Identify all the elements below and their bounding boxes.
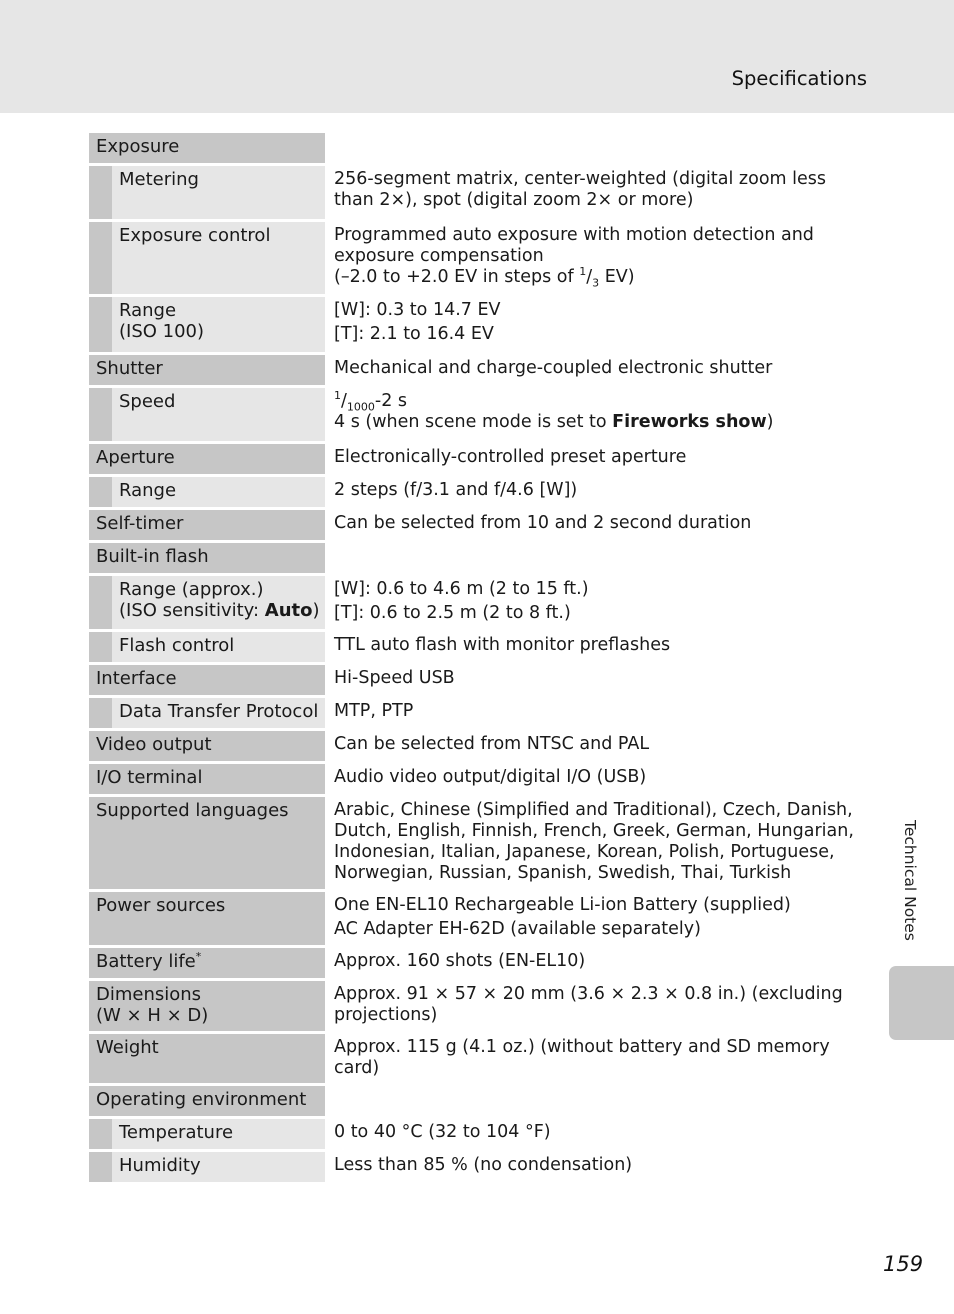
spec-label: I/O terminal — [89, 764, 325, 794]
side-section-tab — [889, 966, 954, 1040]
spec-value: Mechanical and charge-coupled electronic shutter — [334, 358, 773, 378]
spec-row-exposure — [89, 133, 869, 163]
spec-label: Interface — [89, 665, 325, 695]
spec-value: Approx. 91 × 57 × 20 mm (3.6 × 2.3 × 0.8 in.) (excluding projections) — [334, 984, 843, 1025]
spec-value: Can be selected from 10 and 2 second duration — [334, 513, 752, 533]
spec-sublabel: Flash control — [112, 632, 325, 662]
spec-value: Electronically-controlled preset aperture — [334, 447, 687, 467]
spec-row-metering — [89, 166, 869, 219]
spec-row-built-in-flash — [89, 543, 869, 573]
spec-row-battery-life — [89, 948, 869, 978]
spec-value: [W]: 0.6 to 4.6 m (2 to 15 ft.) [T]: 0.6 to 2.5 m (2 to 8 ft.) — [334, 579, 589, 623]
page-header — [0, 0, 954, 113]
spec-value: 2 steps (f/3.1 and f/4.6 [W]) — [334, 480, 578, 500]
spec-label: Battery life* — [89, 948, 325, 978]
spec-row-io-terminal — [89, 764, 869, 794]
spec-row-languages — [89, 797, 869, 889]
side-section-label: Technical Notes — [901, 820, 919, 941]
spec-sublabel: Humidity — [112, 1152, 325, 1182]
spec-row-shutter — [89, 355, 869, 385]
spec-value: 256-segment matrix, center-weighted (digital zoom less than 2×), spot (digital zoom 2× or more) — [334, 169, 826, 210]
spec-row-weight — [89, 1034, 869, 1083]
spec-row-flash-control — [89, 632, 869, 662]
spec-row-data-transfer — [89, 698, 869, 728]
spec-label: Dimensions (W × H × D) — [89, 981, 325, 1031]
spec-row-power-sources — [89, 892, 869, 945]
spec-value: 0 to 40 °C (32 to 104 °F) — [334, 1122, 551, 1142]
spec-value: Hi-Speed USB — [334, 668, 455, 688]
spec-label: Aperture — [89, 444, 325, 474]
spec-label: Exposure — [89, 133, 325, 163]
spec-label: Operating environment — [89, 1086, 325, 1116]
spec-value: [W]: 0.3 to 14.7 EV [T]: 2.1 to 16.4 EV — [334, 300, 501, 344]
spec-row-humidity — [89, 1152, 869, 1182]
spec-label: Weight — [89, 1034, 325, 1083]
spec-value-empty — [334, 1086, 869, 1116]
spec-label: Self-timer — [89, 510, 325, 540]
spec-row-dimensions — [89, 981, 869, 1031]
spec-row-video-output — [89, 731, 869, 761]
spec-row-speed — [89, 388, 869, 441]
spec-value: $^1/_{1000}-2$ s 4 s (when scene mode is set to Fireworks show) — [334, 389, 774, 432]
spec-sublabel: Data Transfer Protocol — [112, 698, 325, 728]
spec-sublabel: Range (approx.) (ISO sensitivity: Auto) — [112, 576, 325, 629]
spec-label: Shutter — [89, 355, 325, 385]
header-title: Specifications — [731, 67, 867, 90]
spec-row-range-exposure — [89, 297, 869, 352]
spec-label: Power sources — [89, 892, 325, 945]
spec-value: TTL auto flash with monitor preflashes — [334, 635, 671, 655]
spec-row-temperature — [89, 1119, 869, 1149]
spec-row-flash-range — [89, 576, 869, 629]
spec-row-interface — [89, 665, 869, 695]
spec-label: Video output — [89, 731, 325, 761]
spec-sublabel: Temperature — [112, 1119, 325, 1149]
footnote-mark: * — [195, 950, 202, 963]
spec-value: Can be selected from NTSC and PAL — [334, 734, 650, 754]
spec-table — [89, 133, 869, 1182]
spec-value: Less than 85 % (no condensation) — [334, 1155, 633, 1175]
spec-value: One EN-EL10 Rechargeable Li-ion Battery (supplied) AC Adapter EH-62D (available separately) — [334, 895, 791, 939]
page-number: 159 — [883, 1252, 924, 1276]
spec-value: Audio video output/digital I/O (USB) — [334, 767, 647, 787]
spec-sublabel: Metering — [112, 166, 325, 219]
spec-row-operating-env — [89, 1086, 869, 1116]
spec-row-self-timer — [89, 510, 869, 540]
spec-label: Built-in flash — [89, 543, 325, 573]
spec-sublabel: Range — [112, 477, 325, 507]
spec-sublabel: Exposure control — [112, 222, 325, 294]
spec-row-aperture — [89, 444, 869, 474]
spec-value: Programmed auto exposure with motion detection and exposure compensation (–2.0 to +2.0 EV in steps of $^1/_3$ EV) — [334, 225, 814, 290]
spec-value: Arabic, Chinese (Simplified and Traditional), Czech, Danish, Dutch, English, Finnish, French, Greek, German, Hungarian, Indonesian, Italian, Japanese, Korean, Polish, Portuguese, Norwegian, Russian, Spanish, Swedish, Thai, Turkish — [334, 800, 854, 883]
spec-value: Approx. 160 shots (EN-EL10) — [334, 951, 586, 971]
spec-value: Approx. 115 g (4.1 oz.) (without battery and SD memory card) — [334, 1037, 830, 1078]
spec-row-exposure-control — [89, 222, 869, 294]
spec-row-range-aperture — [89, 477, 869, 507]
spec-value-empty — [334, 543, 869, 573]
spec-label: Supported languages — [89, 797, 325, 889]
spec-value: MTP, PTP — [334, 701, 414, 721]
spec-sublabel: Range (ISO 100) — [112, 297, 325, 352]
spec-sublabel: Speed — [112, 388, 325, 441]
spec-value-empty — [334, 133, 869, 163]
